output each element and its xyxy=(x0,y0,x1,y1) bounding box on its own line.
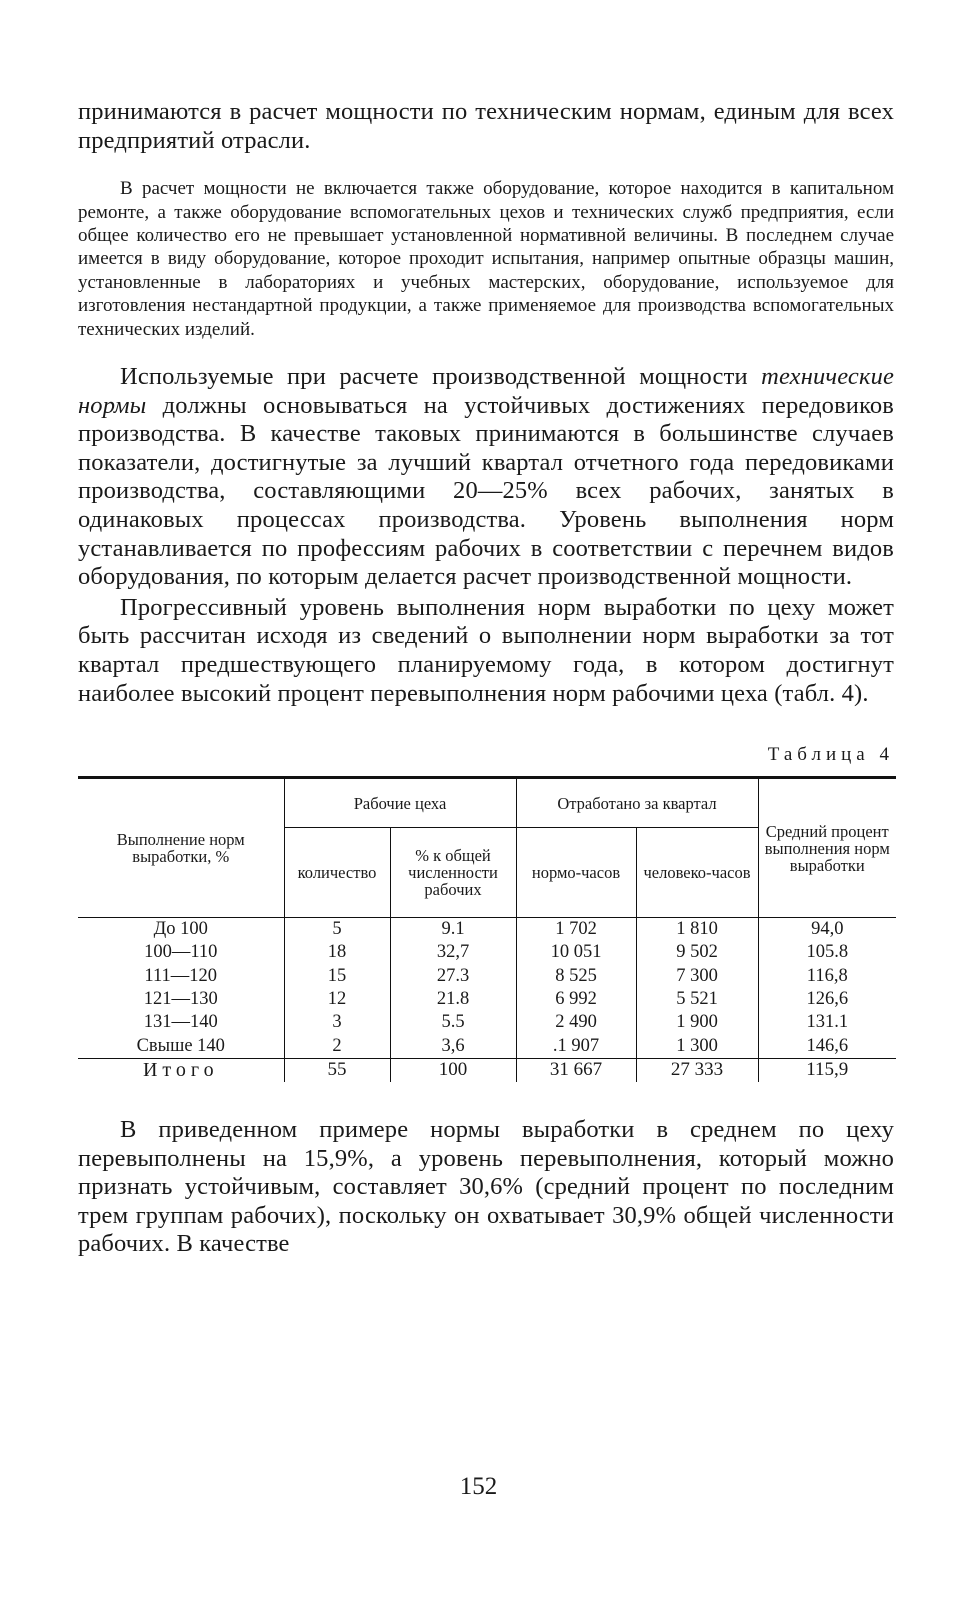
cell-norm-hours: .1 907 xyxy=(552,1035,600,1056)
cell-percent: 3,6 xyxy=(441,1035,465,1056)
page-body xyxy=(78,98,894,1259)
cell-man-hours: 7 300 xyxy=(676,965,718,986)
cell-count: 3 xyxy=(332,1012,342,1033)
cell-man-hours: 5 521 xyxy=(676,989,718,1010)
cell-range: 111—120 xyxy=(144,965,218,986)
cell-count: 15 xyxy=(327,965,347,986)
paragraph-5: В приведенном примере нормы выработки в среднем по цеху перевыполнены на 15,9%, а уровень перевыполнения, который можно признать устойчивым, составляет 30,6% (средний процент по последним трем группам рабочих), поскольку он охватывает 30,9% общей численности рабочих. В качестве xyxy=(78,1115,894,1258)
cell-count: 5 xyxy=(332,919,342,940)
cell-count: 2 xyxy=(332,1035,342,1056)
cell-average: 116,8 xyxy=(806,965,848,986)
cell-norm-hours: 10 051 xyxy=(550,942,602,963)
header-count: количество xyxy=(284,828,390,918)
cell-man-hours: 1 900 xyxy=(676,1012,718,1033)
paragraph-4: Прогрессивный уровень выполнения норм выработки по цеху может быть рассчитан исходя из сведений о выполнении норм выработки за тот квартал предшествующего планируемому года, в котором достигнут наиболее высокий процент перевыполнения норм рабочими цеха (табл. 4). xyxy=(78,593,894,707)
cell-man-hours: 1 300 xyxy=(676,1035,718,1056)
paragraph-3-italic-term: технические нормы xyxy=(78,363,894,419)
cell-percent: 5.5 xyxy=(441,1012,465,1033)
header-man-hours: человеко-часов xyxy=(636,828,758,918)
cell-norm-hours: 8 525 xyxy=(555,965,597,986)
table-title: Таблица 4 xyxy=(767,744,894,766)
cell-range: 131—140 xyxy=(143,1012,218,1033)
total-percent: 100 xyxy=(390,1058,516,1082)
total-label xyxy=(78,1058,284,1082)
cell-percent: 21.8 xyxy=(436,989,470,1010)
paragraph-3 xyxy=(78,363,894,592)
paragraph-1: принимаются в расчет мощности по техническим нормам, единым для всех предприятий отрасли. xyxy=(78,98,894,154)
paragraph-3-text-b: должны основываться на устойчивых достижениях передовиков производства. В качестве таковых принимаются в большинстве случаев показатели, достигнутые за лучший квартал отчетного года передовиками производства, составляющими 20—25% всех рабочих, занятых в одинаковых процессах производства. Уровень выполнения норм устанавливается по профессиям рабочих в соответствии с перечнем видов оборудования, по которым делается расчет производственной мощности. xyxy=(78,391,894,591)
total-norm-hours: 31 667 xyxy=(516,1058,636,1082)
paragraph-3-text-a: Используемые при расчете производственной мощности xyxy=(120,363,762,391)
header-group-worked: Отработано за квартал xyxy=(516,778,758,828)
cell-range: 100—110 xyxy=(144,942,218,963)
header-norm-fulfillment: Выполнение норм выработки, % xyxy=(78,778,284,918)
cell-count: 18 xyxy=(327,942,347,963)
total-count: 55 xyxy=(284,1058,390,1082)
table-total-row xyxy=(78,1058,896,1082)
cell-average: 126,6 xyxy=(806,989,849,1010)
column-percent xyxy=(390,918,516,1059)
cell-norm-hours: 6 992 xyxy=(555,989,597,1010)
cell-average: 146,6 xyxy=(806,1035,849,1056)
total-man-hours: 27 333 xyxy=(636,1058,758,1082)
column-count xyxy=(284,918,390,1059)
column-man-hours xyxy=(636,918,758,1059)
cell-man-hours: 9 502 xyxy=(676,942,718,963)
cell-range: 121—130 xyxy=(143,989,218,1010)
cell-percent: 9.1 xyxy=(441,919,465,940)
column-average xyxy=(758,918,896,1059)
cell-range: Свыше 140 xyxy=(136,1035,225,1056)
total-label-text: Итого xyxy=(142,1058,219,1081)
cell-man-hours: 1 810 xyxy=(676,919,718,940)
page-number: 152 xyxy=(459,1473,498,1500)
cell-count: 12 xyxy=(327,989,347,1010)
total-average: 115,9 xyxy=(758,1058,896,1082)
header-group-workers: Рабочие цеха xyxy=(284,778,516,828)
cell-average: 131.1 xyxy=(806,1012,849,1033)
paragraph-2-smallprint: В расчет мощности не включается также оборудование, которое находится в капитальном ремонте, а также оборудование вспомогательных цехов и технических служб предприятия, если общее количество его не превышает установленной нормативной величины. В последнем случае имеется в виду оборудование, которое проходит испытания, например опытные образцы машин, установленные в лабораториях и учебных мастерских, оборудование, используемое для изготовления нестандартной продукции, а также применяемое для производства вспомогательных технических изделий. xyxy=(78,178,894,340)
cell-percent: 27.3 xyxy=(436,965,470,986)
cell-norm-hours: 2 490 xyxy=(555,1012,597,1033)
cell-norm-hours: 1 702 xyxy=(555,919,597,940)
cell-average: 94,0 xyxy=(811,919,844,940)
header-average-percent: Средний процент выполнения норм выработки xyxy=(758,778,896,918)
column-norm-hours xyxy=(516,918,636,1059)
header-percent-of-total: % к общей численности рабочих xyxy=(390,828,516,918)
column-range xyxy=(78,918,284,1059)
cell-percent: 32,7 xyxy=(436,942,470,963)
table-4 xyxy=(78,776,896,1082)
cell-average: 105.8 xyxy=(806,942,849,963)
cell-range: До 100 xyxy=(153,919,208,940)
header-norm-hours: нормо-часов xyxy=(516,828,636,918)
